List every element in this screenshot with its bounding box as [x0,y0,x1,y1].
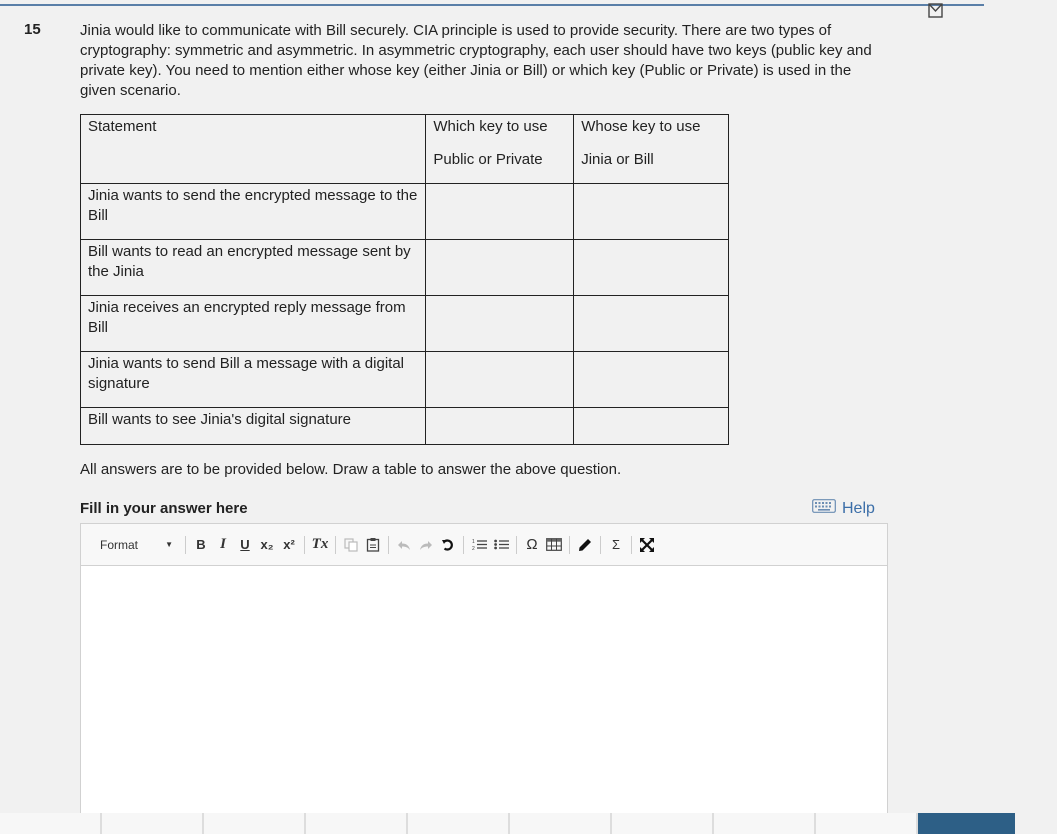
table-row [81,240,729,296]
page-tab[interactable] [510,813,612,834]
remove-format-button[interactable]: Tx [311,536,329,552]
table-row [81,184,729,240]
header-statement: Statement [81,115,426,184]
italic-button[interactable]: I [220,536,226,552]
question-number: 15 [24,21,41,38]
page-tab[interactable] [714,813,816,834]
answer-editor-area[interactable] [81,566,887,824]
toolbar-separator [516,536,517,554]
whose-key-options: Jinia or Bill [581,151,654,168]
statement-cell: Bill wants to see Jinia's digital signature [81,408,426,445]
format-label: Format [100,537,139,552]
answer-label: Fill in your answer here [80,500,248,517]
question-table [80,114,729,445]
whose-key-cell [574,184,729,240]
page-tab[interactable] [0,813,102,834]
flag-icon[interactable] [927,2,945,20]
copy-icon[interactable] [341,533,361,557]
underline-button[interactable]: U [240,537,250,552]
statement-cell: Jinia wants to send the encrypted message to the Bill [81,184,426,240]
page-tab[interactable] [408,813,510,834]
sigma-button[interactable]: Σ [611,537,621,552]
which-key-cell [426,408,574,445]
statement-cell: Jinia wants to send Bill a message with a digital signature [81,352,426,408]
toolbar-separator [185,536,186,554]
page-tab[interactable] [102,813,204,834]
which-key-options: Public or Private [433,151,543,168]
whose-key-cell [574,408,729,445]
bulleted-list-icon[interactable] [491,533,511,557]
table-header-row [81,115,729,184]
special-char-button[interactable]: Ω [526,536,538,553]
which-key-cell [426,352,574,408]
page-tab[interactable] [204,813,306,834]
which-key-cell [426,296,574,352]
page-tab[interactable] [612,813,714,834]
rich-text-editor [80,523,888,825]
page-tab[interactable] [816,813,918,834]
table-icon[interactable] [544,533,564,557]
table-row [81,352,729,408]
help-label: Help [842,499,875,517]
subscript-button[interactable]: x₂ [260,537,274,552]
question-pager [0,813,1057,834]
table-row [81,408,729,445]
statement-cell: Jinia receives an encrypted reply message from Bill [81,296,426,352]
statement-cell: Bill wants to read an encrypted message sent by the Jinia [81,240,426,296]
top-divider [0,4,984,6]
toolbar-separator [335,536,336,554]
help-link[interactable] [812,499,875,518]
svg-text:1: 1 [471,539,475,545]
spellcheck-icon[interactable] [438,533,458,557]
numbered-list-icon[interactable] [469,533,489,557]
undo-icon[interactable] [394,533,414,557]
toolbar-separator [463,536,464,554]
which-key-cell [426,240,574,296]
header-whose-key: Whose key to use Jinia or Bill [574,115,729,184]
maximize-icon[interactable] [637,533,657,557]
header-which-key: Which key to use Public or Private [426,115,574,184]
toolbar-separator [304,536,305,554]
paste-icon[interactable] [363,533,383,557]
pencil-icon[interactable] [575,533,595,557]
bold-button[interactable]: B [196,537,206,552]
table-row [81,296,729,352]
whose-key-cell [574,352,729,408]
whose-key-cell [574,240,729,296]
svg-text:2: 2 [471,546,475,551]
answer-instruction: All answers are to be provided below. Draw a table to answer the above question. [80,461,622,478]
toolbar-separator [388,536,389,554]
which-key-cell [426,184,574,240]
page-tab[interactable] [306,813,408,834]
whose-key-cell [574,296,729,352]
toolbar-separator [631,536,632,554]
superscript-button[interactable]: x² [283,537,295,552]
toolbar-separator [569,536,570,554]
chevron-down-icon: ▼ [165,540,173,549]
toolbar-separator [600,536,601,554]
page-tab-active[interactable] [918,813,1015,834]
question-text: Jinia would like to communicate with Bill securely. CIA principle is used to provide security. There are two types of cryptography: symmetric and asymmetric. In asymmetric cryptography, each user should have two keys (public key and private key). You need to mention either whose key (either Jinia or Bill) or which key (Public or Private) is used in the given scenario. [80,22,872,99]
keyboard-icon [812,499,836,518]
format-dropdown[interactable] [91,538,181,552]
editor-toolbar [81,524,887,566]
redo-icon[interactable] [416,533,436,557]
